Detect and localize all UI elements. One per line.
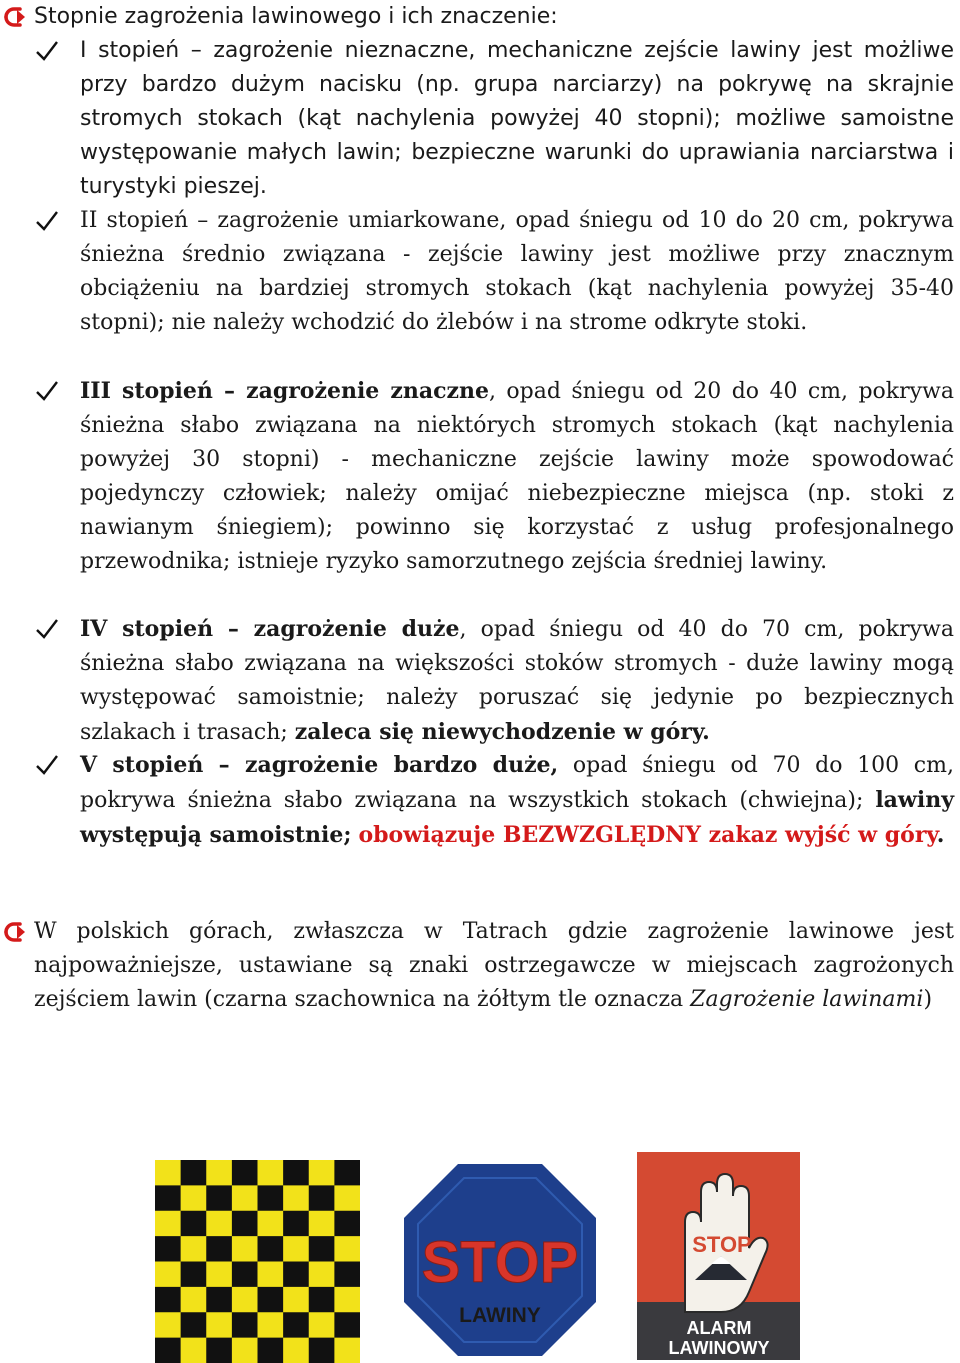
checker-square	[309, 1338, 335, 1363]
checker-square	[232, 1287, 258, 1313]
list-item-level-2	[0, 204, 960, 374]
checker-square	[206, 1287, 232, 1313]
list-item-level-5	[0, 748, 960, 884]
checker-square	[181, 1262, 207, 1288]
checker-square	[309, 1211, 335, 1237]
stop-avalanche-sign	[400, 1160, 600, 1360]
item-text	[80, 748, 954, 853]
checker-square	[181, 1236, 207, 1262]
checker-square	[258, 1185, 284, 1211]
checker-square	[206, 1185, 232, 1211]
heading-text: Stopnie zagrożenia lawinowego i ich znaczenie:	[34, 4, 558, 29]
checker-square	[258, 1338, 284, 1363]
checker-square	[181, 1185, 207, 1211]
list-item-level-1	[0, 34, 960, 204]
item-text	[80, 612, 954, 750]
checker-square	[334, 1160, 360, 1186]
checker-square	[258, 1312, 284, 1338]
checker-square	[258, 1262, 284, 1288]
item-bold-title: IV stopień – zagrożenie duże	[80, 616, 460, 642]
checker-square	[181, 1287, 207, 1313]
checker-square	[232, 1185, 258, 1211]
checker-square	[232, 1338, 258, 1363]
list-item-level-4	[0, 612, 960, 748]
arrow-right-icon	[2, 0, 30, 34]
checker-square	[206, 1160, 232, 1186]
checker-square	[155, 1185, 181, 1211]
item-bold-title: III stopień – zagrożenie znaczne	[80, 378, 490, 404]
checker-square	[155, 1236, 181, 1262]
checker-square	[283, 1338, 309, 1363]
checker-square	[206, 1338, 232, 1363]
checker-square	[258, 1287, 284, 1313]
checker-square	[309, 1312, 335, 1338]
item-text	[80, 374, 954, 579]
checker-square	[181, 1338, 207, 1363]
checker-square	[232, 1312, 258, 1338]
checker-square	[309, 1262, 335, 1288]
list-item-level-3	[0, 374, 960, 612]
checkerboard-sign	[155, 1160, 360, 1363]
warning-signs-row	[0, 1140, 960, 1363]
stop-sign-word: STOP	[421, 1230, 579, 1295]
item-text: I stopień – zagrożenie nieznaczne, mechaniczne zejście lawiny jest możliwe przy bardzo dużym nacisku (np. grupa narciarzy) na pokrywę na skrajnie stromych stokach (kąt nachylenia powyżej 40 stopni); możliwe samoistne występowanie małych lawin; bezpieczne warunki do uprawiania narciarstwa i turystyki pieszej.	[80, 38, 954, 199]
checker-square	[232, 1236, 258, 1262]
alarm-sign-line1: ALARM	[686, 1318, 752, 1338]
item-red-warning: obowiązuje BEZWZGLĘDNY zakaz wyjść w góry	[358, 822, 937, 848]
checker-square	[334, 1287, 360, 1313]
checker-square	[206, 1312, 232, 1338]
checker-square	[309, 1160, 335, 1186]
item-body: , opad śniegu od 40 do 70 cm, pokrywa śnieżna słabo związana na większości stoków stromych - duże lawiny mogą występować samoistnie; należy poruszać się jedynie po bezpiecznych szlakach i trasach;	[80, 617, 954, 745]
item-body: , opad śniegu od 20 do 40 cm, pokrywa śnieżna słabo związana na niektórych stromych stokach (kąt nachylenia powyżej 30 stopni) - mechaniczne zejście lawiny może spowodować pojedynczy człowiek; należy omijać niebezpieczne miejsca (np. stoki z nawianym śniegiem); powinno się korzystać z usług profesjonalnego przewodnika; istnieje ryzyko samorzutnego zejścia średniej lawiny.	[80, 379, 954, 574]
checker-square	[334, 1262, 360, 1288]
checker-square	[334, 1236, 360, 1262]
check-icon	[34, 378, 60, 404]
checker-square	[206, 1262, 232, 1288]
checker-square	[232, 1211, 258, 1237]
signs-paragraph	[0, 915, 960, 1051]
checker-square	[181, 1211, 207, 1237]
paragraph-end: )	[923, 987, 933, 1012]
stop-sign-sub: LAWINY	[459, 1304, 541, 1327]
checker-square	[283, 1287, 309, 1313]
paragraph-italic: Zagrożenie lawinami	[690, 987, 924, 1012]
checker-square	[155, 1160, 181, 1186]
arrow-right-icon	[2, 915, 30, 949]
item-end: .	[936, 822, 945, 848]
checker-square	[206, 1236, 232, 1262]
checker-square	[258, 1236, 284, 1262]
item-bold-title: V stopień – zagrożenie bardzo duże,	[80, 752, 559, 778]
checker-square	[232, 1262, 258, 1288]
check-icon	[34, 752, 60, 778]
checker-square	[283, 1185, 309, 1211]
checker-square	[181, 1312, 207, 1338]
checker-square	[283, 1262, 309, 1288]
item-body: opad śniegu od 70 do 100 cm, pokrywa śnieżna słabo związana na wszystkich stokach (chwiejna);	[80, 753, 954, 813]
check-icon	[34, 616, 60, 642]
checker-square	[155, 1312, 181, 1338]
checker-square	[309, 1287, 335, 1313]
checker-square	[155, 1262, 181, 1288]
alarm-sign-stop: STOP	[692, 1232, 752, 1257]
checker-square	[181, 1160, 207, 1186]
checker-square	[283, 1160, 309, 1186]
checker-square	[283, 1236, 309, 1262]
checker-square	[334, 1338, 360, 1363]
alarm-sign-line2: LAWINOWY	[668, 1338, 770, 1358]
checker-square	[309, 1236, 335, 1262]
item-text: II stopień – zagrożenie umiarkowane, opad śniegu od 10 do 20 cm, pokrywa śnieżna średnio związana - zejście lawiny jest możliwe przy znacznym obciążeniu na bardziej stromych stokach (kąt nachylenia powyżej 35-40 stopni); nie należy wchodzić do żlebów i na strome odkryte stoki.	[80, 208, 954, 335]
checker-square	[258, 1211, 284, 1237]
checker-square	[155, 1287, 181, 1313]
avalanche-alarm-sign	[637, 1152, 800, 1360]
checker-square	[155, 1338, 181, 1363]
checker-square	[206, 1211, 232, 1237]
check-icon	[34, 38, 60, 64]
item-bold-mid: lawiny występują samoistnie;	[80, 787, 954, 848]
checker-square	[309, 1185, 335, 1211]
checker-square	[334, 1312, 360, 1338]
checker-square	[334, 1185, 360, 1211]
checker-square	[155, 1211, 181, 1237]
paragraph-body: W polskich górach, zwłaszcza w Tatrach gdzie zagrożenie lawinowe jest najpoważniejsze, ustawiane są znaki ostrzegawcze w miejscach zagrożonych zejściem lawin (czarna szachownica na żółtym tle oznacza	[34, 919, 954, 1012]
checker-square	[283, 1211, 309, 1237]
checker-square	[258, 1160, 284, 1186]
checker-square	[232, 1160, 258, 1186]
checker-square	[283, 1312, 309, 1338]
paragraph-text	[34, 915, 954, 1017]
checker-square	[334, 1211, 360, 1237]
item-bold-end: zaleca się niewychodzenie w góry.	[294, 719, 710, 745]
check-icon	[34, 208, 60, 234]
